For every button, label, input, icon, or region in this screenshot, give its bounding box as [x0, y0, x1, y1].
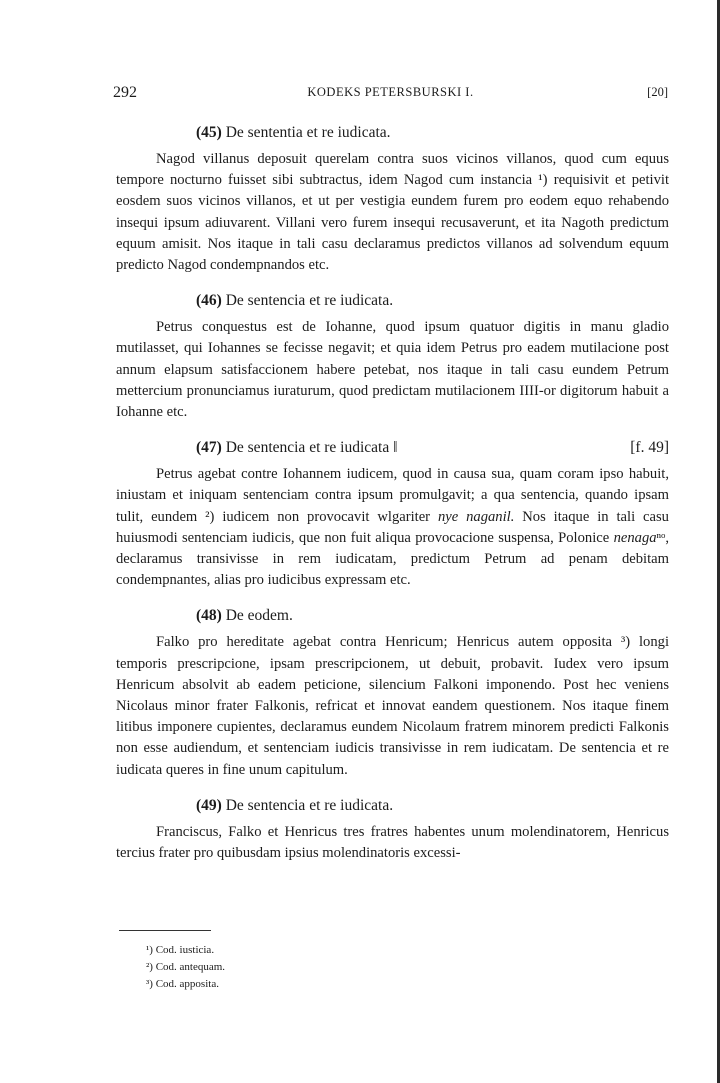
footnote: ²) Cod. antequam. — [146, 961, 226, 973]
text-after: ⁿᵒ, declaramus transivisse in rem iudicatam, predictum Petrum ad penam debitam condempnantes, alias pro iudicibus expressam etc. — [116, 529, 669, 589]
section-number: (46) — [196, 292, 222, 310]
section-text: Falko pro hereditate agebat contra Henricum; Henricus autem opposita ³) longi temporis prescripcione, ipsam prescripcionem, ut debuit, probavit. Iudex vero ipsum Henricum absolvit ab eadem peticione, silencium Falkoni imponendo. Post hec veniens Nicolaus minor frater Falkonis, refricat et innovat eandem questionem. Nos itaque finem litibus imponere cupientes, declaramus eundem Nicolaum fratrem minorem predicti Falkonis non esse audiendum, et sentenciam iudicis transivisse in rem iudicatam. De sentencia et re iudicata queres in fine unum capitulum. — [116, 634, 669, 778]
page-header — [113, 84, 668, 106]
section-heading: De sentencia et re iudicata. — [225, 796, 394, 814]
footnotes — [146, 942, 225, 993]
section-title — [116, 605, 669, 627]
section-number: (47) — [196, 439, 222, 457]
section-title — [116, 290, 669, 312]
running-head: KODEKS PETERSBURSKI I. — [307, 85, 474, 99]
footnote: ¹) Cod. iusticia. — [146, 944, 215, 956]
section-text: Petrus conquestus est de Iohanne, quod ipsum quatuor digitis in manu gladio mutilasset, qui Iohannes se fecisse negavit; et quia idem Petrus pro eadem mutilacione post annum elapsum satisfaccionem habere petebat, nos itaque in tali casu eundem Petrum mettercium pronunciamus iuraturum, quod predictam mutilacionem IIII-or digitorum habuit a Iohanne etc. — [116, 319, 669, 421]
section-heading: De sententia et re iudicata. — [225, 124, 391, 141]
section-heading: De sentencia et re iudicata ‖ — [225, 439, 398, 457]
signature-mark: [20] — [647, 85, 668, 99]
section-number: (45) — [196, 124, 222, 141]
section-heading: De sentencia et re iudicata. — [225, 292, 394, 310]
section-49 — [116, 795, 669, 864]
section-47 — [116, 437, 669, 591]
text-before: Petrus agebat contre Iohannem iudicem, quod in causa sua, quam coram ipso habuit, iniustam et iniquam sentenciam contra ipsum promulgavit; a qua sentencia, quando ipsam tulit, eundem ²) iudicem non provocavit wlgariter — [116, 466, 669, 525]
polish-word: nenaga — [613, 529, 657, 546]
folio-marker: [f. 49] — [630, 439, 669, 457]
section-heading: De eodem. — [225, 607, 293, 625]
section-text: Franciscus, Falko et Henricus tres fratres habentes unum molendinatorem, Henricus tercius frater pro quibusdam ipsius molendinatoris excessi- — [116, 823, 669, 862]
section-46 — [116, 290, 669, 423]
section-text: Nagod villanus deposuit querelam contra suos vicinos villanos, quod cum equus tempore nocturno fuisset sibi subtractus, idem Nagod cum instancia ¹) requisivit et petivit eosdem suos vicinos villanos, et ut per vestigia eundem furem pro eodem equo rehabendo insequi ipsum adiuvarent. Villani vero furem insequi recusaverunt, et ita Nagoth predictum equum amisit. Nos itaque in tali casu declaramus predictos villanos ad solvendum equum predicto Nagod condempnandos etc. — [116, 151, 669, 274]
page-body — [116, 122, 669, 878]
polish-phrase: nye naganil. — [437, 508, 515, 525]
section-number: (49) — [196, 796, 222, 814]
section-title — [116, 437, 669, 459]
section-text — [116, 464, 669, 591]
section-number: (48) — [196, 607, 222, 625]
footnote: ³) Cod. apposita. — [146, 978, 219, 990]
section-48 — [116, 605, 669, 780]
section-title — [116, 795, 669, 817]
page-number: 292 — [113, 84, 137, 101]
footnote-rule — [119, 930, 211, 931]
section-title — [116, 122, 669, 144]
text-middle: Nos itaque in tali casu huiusmodi sentenciam iudicis, que non fuit aliqua provocacione suspensa, Polonice — [116, 508, 669, 546]
section-45 — [116, 122, 669, 276]
